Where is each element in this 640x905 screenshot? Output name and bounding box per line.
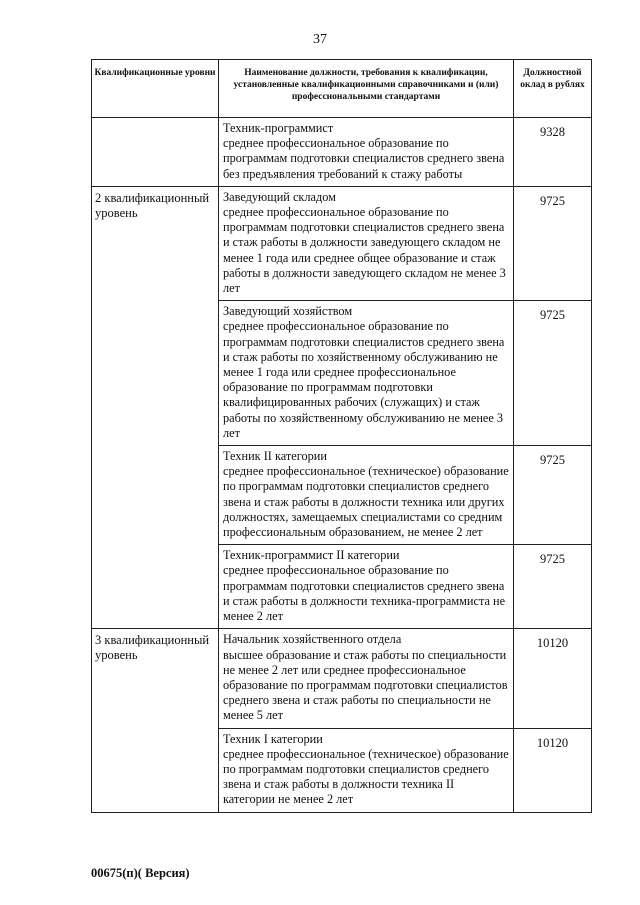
level-cell: 2 квалификационный уровень (92, 186, 219, 628)
position-requirements: среднее профессиональное образование по программам подготовки специалистов среднего звена без предъявления требований к стажу работы (223, 136, 505, 181)
position-title: Техник II категории (223, 449, 327, 464)
position-requirements: среднее профессиональное образование по программам подготовки специалистов среднего звена и стаж работы в должности техника-программиста не менее 2 лет (223, 563, 506, 624)
position-title: Заведующий складом (223, 189, 336, 204)
position-requirements: высшее образование и стаж работы по специальности не менее 2 лет или среднее профессиональное образование по программам подготовки специалистов среднего звена и стаж работы по специальности не менее 5 лет (223, 647, 508, 723)
header-salary: Должностной оклад в рублях (514, 60, 592, 118)
level-cell (92, 118, 219, 187)
salary-cell: 10120 (514, 728, 592, 812)
page-number: 37 (313, 32, 327, 47)
salary-cell: 9725 (514, 301, 592, 446)
position-title: Техник-программист II категории (223, 548, 400, 563)
qualification-table (91, 59, 592, 813)
position-cell (219, 118, 514, 187)
table-row (92, 118, 592, 187)
document-version-footer: 00675(п)( Версия) (91, 866, 190, 880)
position-cell (219, 629, 514, 728)
table-row (92, 629, 592, 728)
position-requirements: среднее профессиональное образование по программам подготовки специалистов среднего звена и стаж работы по хозяйственному обслуживанию не менее 1 года или среднее профессиональное образование по программам подготовки квалифицированных рабочих (служащих) и стаж работы по хозяйственному обслуживанию не менее 3 лет (223, 319, 505, 440)
position-requirements: среднее профессиональное образование по программам подготовки специалистов среднего звена и стаж работы в должности заведующего складом не менее 1 года или среднее общее образование и стаж работы в должности заведующего складом не менее 3 лет (223, 205, 506, 296)
table-row (92, 186, 592, 300)
position-requirements: среднее профессиональное (техническое) образование по программам подготовки специалистов среднего звена и стаж работы в должности техника II категории не менее 2 лет (223, 746, 509, 807)
header-position: Наименование должности, требования к квалификации, установленные квалификационными справочниками и (или) профессиональными стандартами (219, 60, 514, 118)
position-cell (219, 545, 514, 629)
level-cell: 3 квалификационный уровень (92, 629, 219, 812)
position-cell (219, 186, 514, 300)
position-title: Начальник хозяйственного отдела (223, 632, 402, 647)
table-header-row (92, 60, 592, 118)
salary-cell: 10120 (514, 629, 592, 728)
position-cell (219, 728, 514, 812)
salary-cell: 9725 (514, 186, 592, 300)
position-title: Техник I категории (223, 731, 323, 746)
position-title: Техник-программист (223, 121, 334, 135)
salary-cell: 9328 (514, 118, 592, 187)
header-level: Квалификационные уровни (92, 60, 219, 118)
position-cell (219, 446, 514, 545)
salary-cell: 9725 (514, 545, 592, 629)
position-cell (219, 301, 514, 446)
position-title: Заведующий хозяйством (223, 304, 353, 319)
salary-cell: 9725 (514, 446, 592, 545)
position-requirements: среднее профессиональное (техническое) образование по программам подготовки специалистов среднего звена и стаж работы в должности техника или других должностях, замещаемых специалистами со средним профессиональным образованием, не менее 2 лет (223, 464, 509, 540)
